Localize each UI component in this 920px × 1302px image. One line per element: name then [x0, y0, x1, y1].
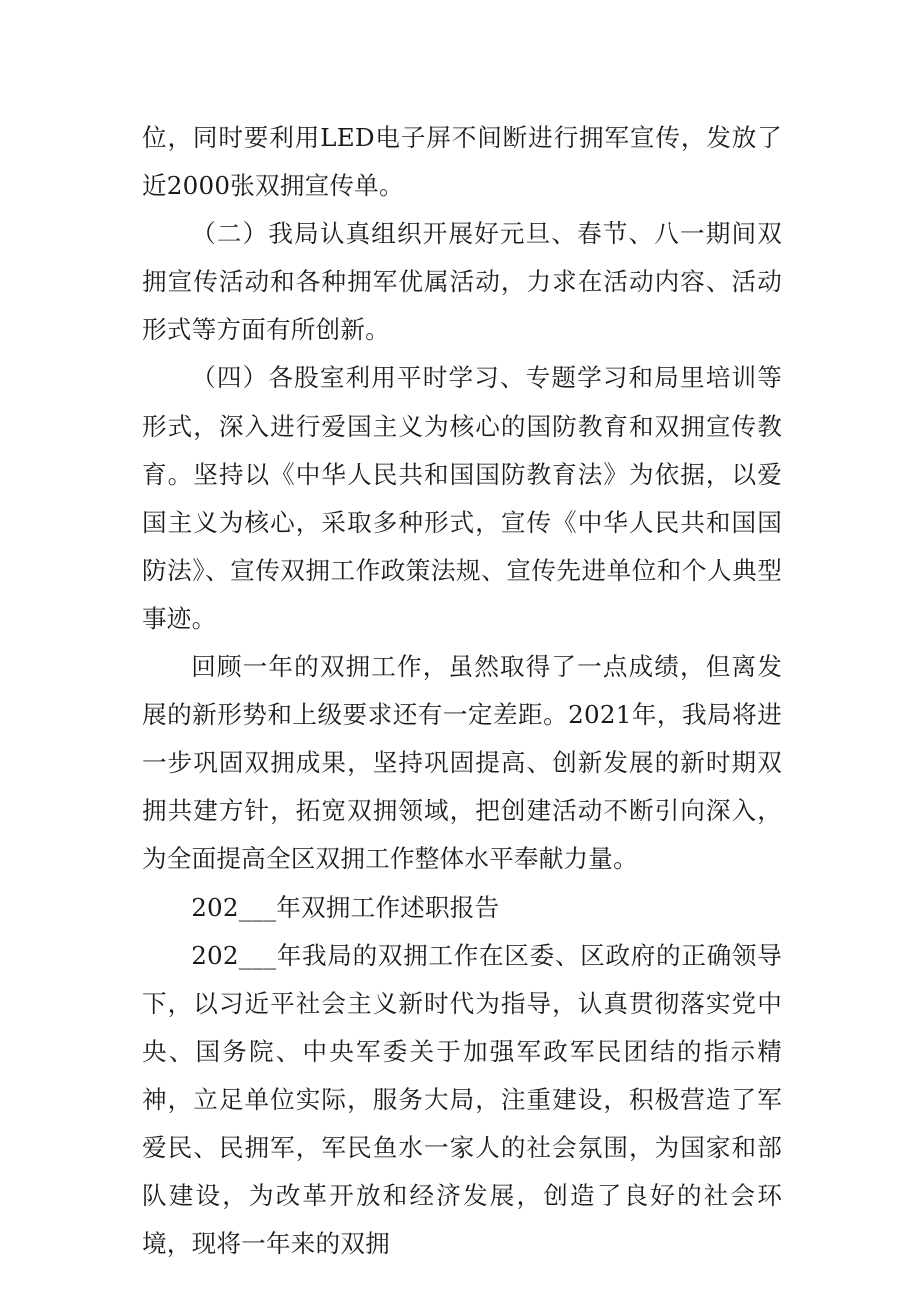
document-body [142, 114, 782, 1268]
paragraph-section-two: （二）我局认真组织开展好元旦、春节、八一期间双拥宣传活动和各种拥军优属活动，力求在活动内容、活动形式等方面有所创新。 [142, 219, 782, 345]
paragraph-section-four: （四）各股室利用平时学习、专题学习和局里培训等形式，深入进行爱国主义为核心的国防教育和双拥宣传教育。坚持以《中华人民共和国国防教育法》为依据，以爱国主义为核心，采取多种形式，宣传《中华人民共和国国防法》、宣传双拥工作政策法规、宣传先进单位和个人典型事迹。 [142, 363, 782, 633]
report-title: 202___年双拥工作述职报告 [191, 892, 500, 922]
paragraph-report-intro: 202___年我局的双拥工作在区委、区政府的正确领导下，以习近平社会主义新时代为指导，认真贯彻落实党中央、国务院、中央军委关于加强军政军民团结的指示精神，立足单位实际，服务大局，注重建设，积极营造了军爱民、民拥军，军民鱼水一家人的社会氛围，为国家和部队建设，为改革开放和经济发展，创造了良好的社会环境，现将一年来的双拥 [142, 940, 782, 1259]
paragraph-review: 回顾一年的双拥工作，虽然取得了一点成绩，但离发展的新形势和上级要求还有一定差距。2021年，我局将进一步巩固双拥成果，坚持巩固提高、创新发展的新时期双拥共建方针，拓宽双拥领域，把创建活动不断引向深入，为全面提高全区双拥工作整体水平奉献力量。 [142, 652, 782, 874]
paragraph-continuation: 位，同时要利用LED电子屏不间断进行拥军宣传，发放了近2000张双拥宣传单。 [142, 123, 782, 201]
